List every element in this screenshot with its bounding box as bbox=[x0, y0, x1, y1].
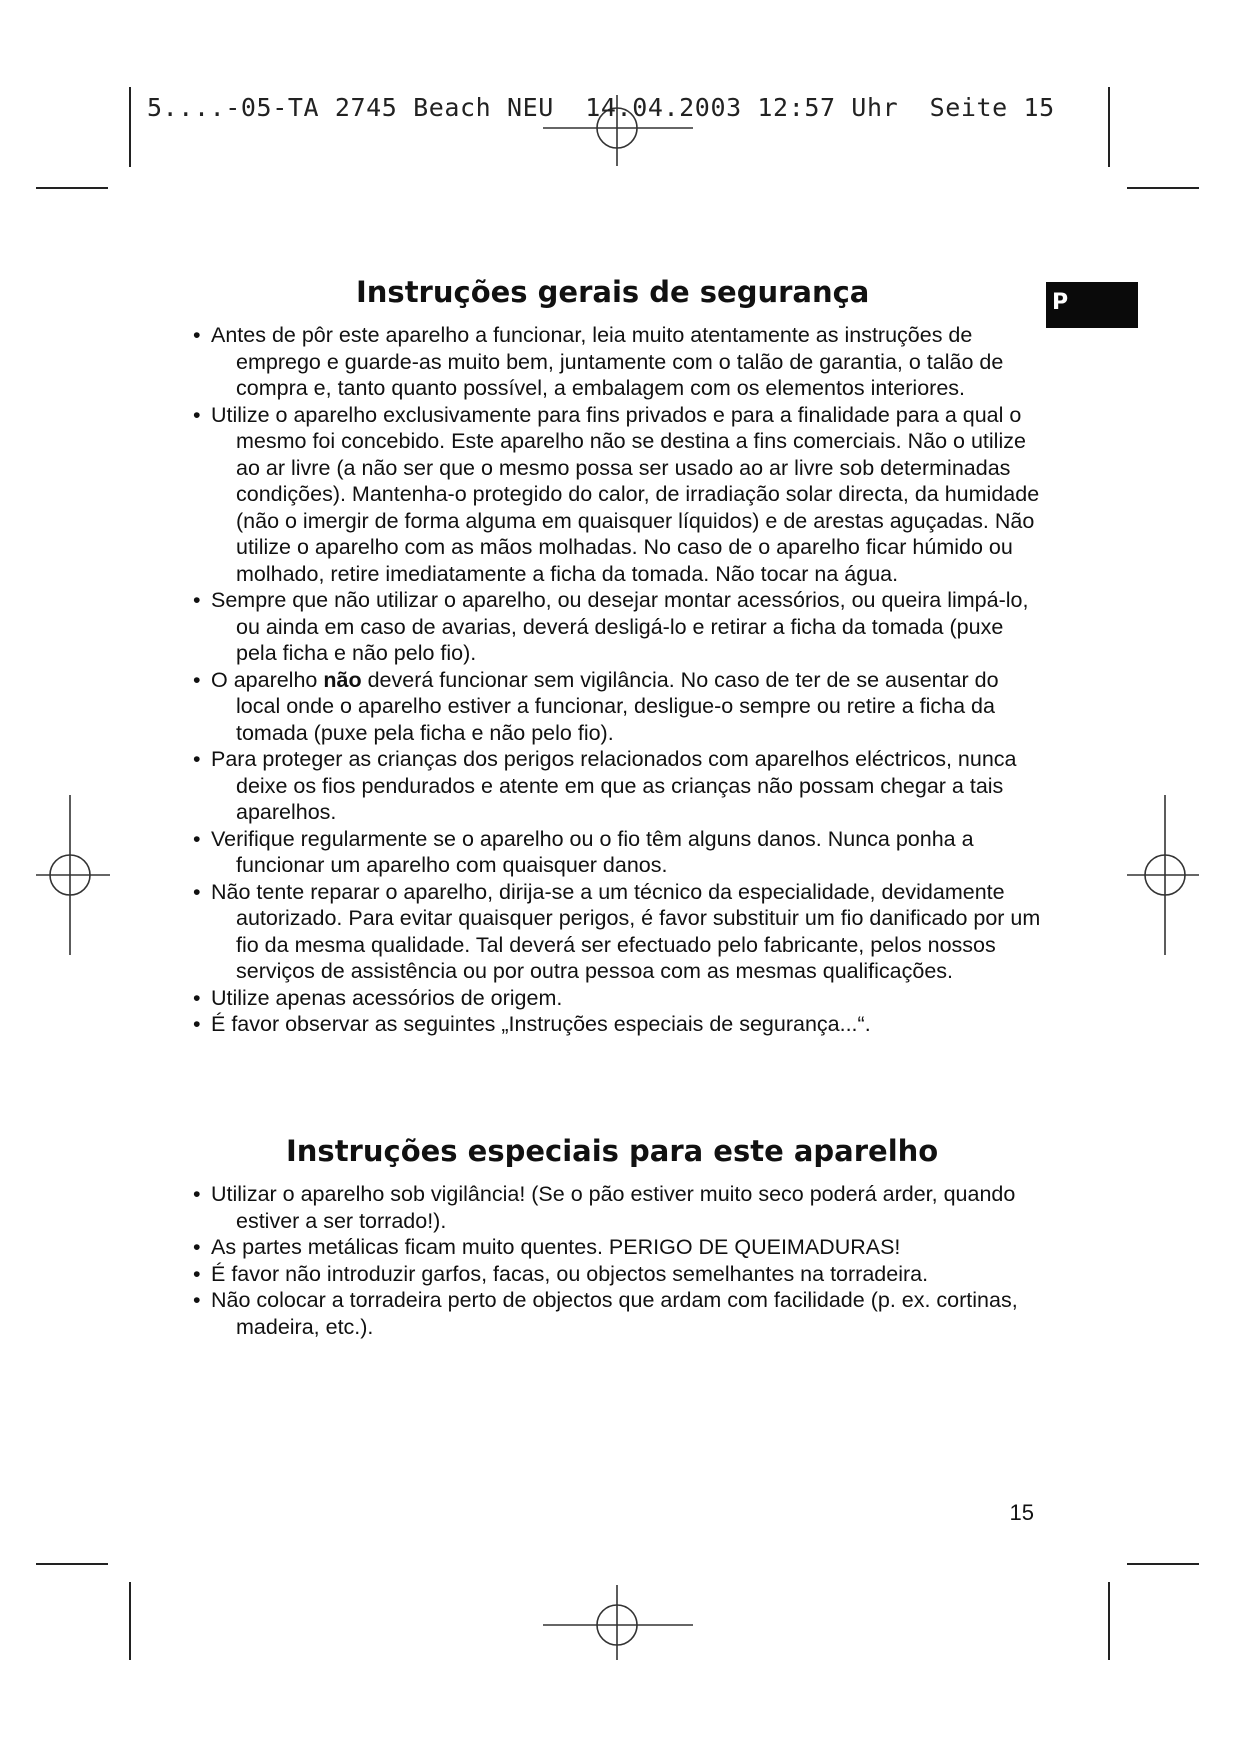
list-item: • As partes metálicas ficam muito quentes. PERIGO DE QUEIMADURAS! bbox=[186, 1234, 1046, 1261]
general-safety-list bbox=[186, 322, 1046, 1038]
special-instructions-list bbox=[186, 1181, 1046, 1340]
list-item: • Utilize o aparelho exclusivamente para fins privados e para a finalidade para a qual o mesmo foi concebido. Este aparelho não se destina a fins comerciais. Não o utilize ao ar livre (a não ser que o mesmo possa ser usado ao ar livre sob determinadas condições). Mantenha-o protegido do calor, de irradiação solar directa, da humidade (não o imergir de forma alguma em quaisquer líquidos) e de arestas aguçadas. Não utilize o aparelho com as mãos molhadas. No caso de o aparelho ficar húmido ou molhado, retire imediatamente a ficha da tomada. Não tocar na água. bbox=[186, 402, 1046, 588]
list-item: • É favor não introduzir garfos, facas, ou objectos semelhantes na torradeira. bbox=[186, 1261, 1046, 1288]
list-item: • Sempre que não utilizar o aparelho, ou desejar montar acessórios, ou queira limpá-lo, ou ainda em caso de avarias, deverá desligá-lo e retirar a ficha da tomada (puxe pela ficha e não pelo fio). bbox=[186, 587, 1046, 667]
list-item: • Não tente reparar o aparelho, dirija-se a um técnico da especialidade, devidamente autorizado. Para evitar quaisquer perigos, é favor substituir um fio danificado por um fio da mesma qualidade. Tal deverá ser efectuado pelo fabricante, pelos nossos serviços de assistência ou por outra pessoa com as mesmas qualificações. bbox=[186, 879, 1046, 985]
print-slug-line: 5....-05-TA 2745 Beach NEU 14.04.2003 12:57 Uhr Seite 15 bbox=[147, 93, 1055, 122]
emphasis-text: não bbox=[323, 667, 362, 692]
list-item: • Para proteger as crianças dos perigos relacionados com aparelhos eléctricos, nunca deixe os fios pendurados e atente em que as crianças não possam chegar a tais aparelhos. bbox=[186, 746, 1046, 826]
list-item bbox=[186, 667, 1046, 747]
list-item: • Verifique regularmente se o aparelho ou o fio têm alguns danos. Nunca ponha a funcionar um aparelho com quaisquer danos. bbox=[186, 826, 1046, 879]
list-item: • É favor observar as seguintes „Instruções especiais de segurança...“. bbox=[186, 1011, 1046, 1038]
section-title-special-instructions: Instruções especiais para este aparelho bbox=[286, 1134, 939, 1168]
list-item: • Utilize apenas acessórios de origem. bbox=[186, 985, 1046, 1012]
list-item: • Utilizar o aparelho sob vigilância! (Se o pão estiver muito seco poderá arder, quando estiver a ser torrado!). bbox=[186, 1181, 1046, 1234]
list-item-text: O aparelho bbox=[211, 667, 324, 692]
list-item: • Antes de pôr este aparelho a funcionar, leia muito atentamente as instruções de emprego e guarde-as muito bem, juntamente com o talão de garantia, o talão de compra e, tanto quanto possível, a embalagem com os elementos interiores. bbox=[186, 322, 1046, 402]
page-number: 15 bbox=[1009, 1500, 1034, 1525]
language-tab: P bbox=[1046, 282, 1138, 328]
list-item-text: deverá funcionar sem vigilância. No caso de ter de se ausentar do local onde o aparelho estiver a funcionar, desligue-o sempre ou retire a ficha da tomada (puxe pela ficha e não pelo fio). bbox=[236, 667, 999, 745]
section-title-general-safety: Instruções gerais de segurança bbox=[356, 275, 870, 309]
list-item: • Não colocar a torradeira perto de objectos que ardam com facilidade (p. ex. cortinas, madeira, etc.). bbox=[186, 1287, 1046, 1340]
